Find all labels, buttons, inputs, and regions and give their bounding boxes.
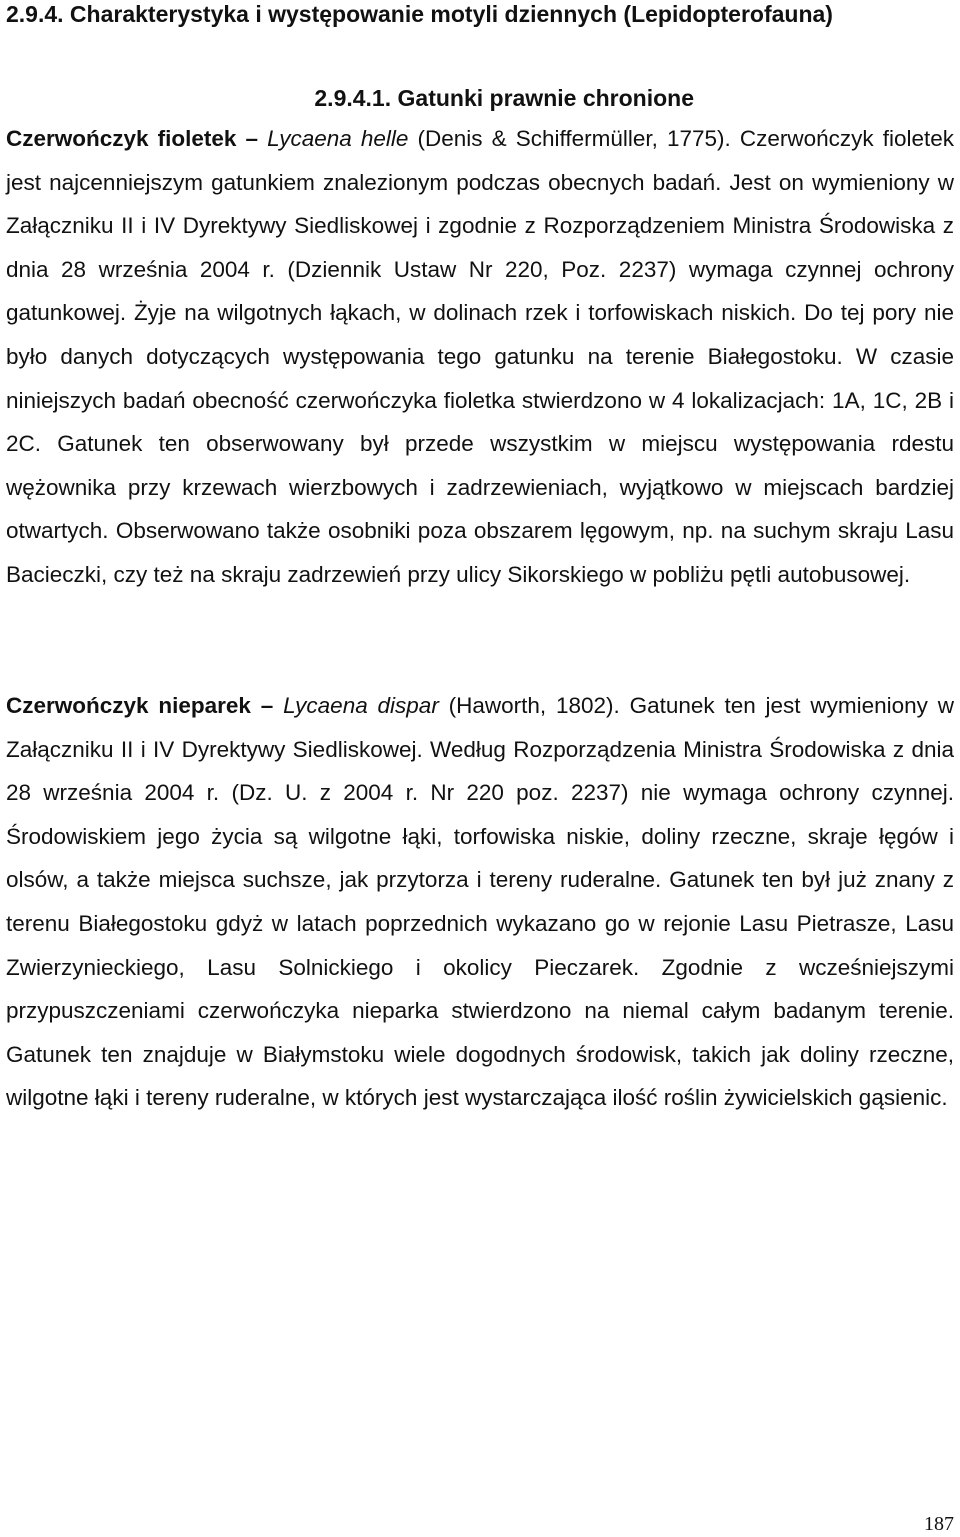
species-common-name: Czerwończyk nieparek bbox=[6, 693, 251, 718]
species-common-name: Czerwończyk fioletek bbox=[6, 126, 237, 151]
name-dash: – bbox=[250, 693, 284, 718]
species-description: (Denis & Schiffermüller, 1775). Czerwończyk fioletek jest najcenniejszym gatunkiem znalezionym podczas obecnych badań. Jest on wymieniony w Załączniku II i IV Dyrektywy Siedliskowej i zgodnie z Rozporządzeniem Ministra Środowiska z dnia 28 września 2004 r. (Dziennik Ustaw Nr 220, Poz. 2237) wymaga czynnej ochrony gatunkowej. Żyje na wilgotnych łąkach, w dolinach rzek i torfowiskach niskich. Do tej pory nie było danych dotyczących występowania tego gatunku na terenie Białegostoku. W czasie niniejszych badań obecność czerwończyka fioletka stwierdzono w 4 lokalizacjach: 1A, 1C, 2B i 2C. Gatunek ten obserwowany był przede wszystkim w miejscu występowania rdestu wężownika przy krzewach wierzbowych i zadrzewieniach, wyjątkowo w miejscach bardziej otwartych. Obserwowano także osobniki poza obszarem lęgowym, np. na suchym skraju Lasu Bacieczki, czy też na skraju zadrzewień przy ulicy Sikorskiego w pobliżu pętli autobusowej. bbox=[6, 126, 954, 587]
section-heading: 2.9.4. Charakterystyka i występowanie motyli dziennych (Lepidopterofauna) bbox=[6, 1, 833, 27]
name-dash: – bbox=[236, 126, 268, 151]
species-latin-name: Lycaena dispar bbox=[283, 693, 439, 718]
species-latin-name: Lycaena helle bbox=[267, 126, 409, 151]
subsection-heading: 2.9.4.1. Gatunki prawnie chronione bbox=[314, 85, 694, 111]
species-description: (Haworth, 1802). Gatunek ten jest wymieniony w Załączniku II i IV Dyrektywy Siedliskowej. Według Rozporządzenia Ministra Środowiska z dnia 28 września 2004 r. (Dz. U. z 2004 r. Nr 220 poz. 2237) nie wymaga ochrony czynnej. Środowiskiem jego życia są wilgotne łąki, torfowiska niskie, doliny rzeczne, skraje łęgów i olsów, a także miejsca suchsze, jak przytorza i tereny ruderalne. Gatunek ten był już znany z terenu Białegostoku gdyż w latach poprzednich wykazano go w rejonie Lasu Pietrasze, Lasu Zwierzynieckiego, Lasu Solnickiego i okolicy Pieczarek. Zgodnie z wcześniejszymi przypuszczeniami czerwończyka nieparka stwierdzono na niemal całym badanym terenie. Gatunek ten znajduje w Białymstoku wiele dogodnych środowisk, takich jak doliny rzeczne, wilgotne łąki i tereny ruderalne, w których jest wystarczająca ilość roślin żywicielskich gąsienic. bbox=[6, 693, 954, 1111]
species-paragraph-fioletek bbox=[6, 117, 954, 597]
page-number: 187 bbox=[924, 1513, 954, 1535]
species-paragraph-nieparek bbox=[6, 684, 954, 1120]
